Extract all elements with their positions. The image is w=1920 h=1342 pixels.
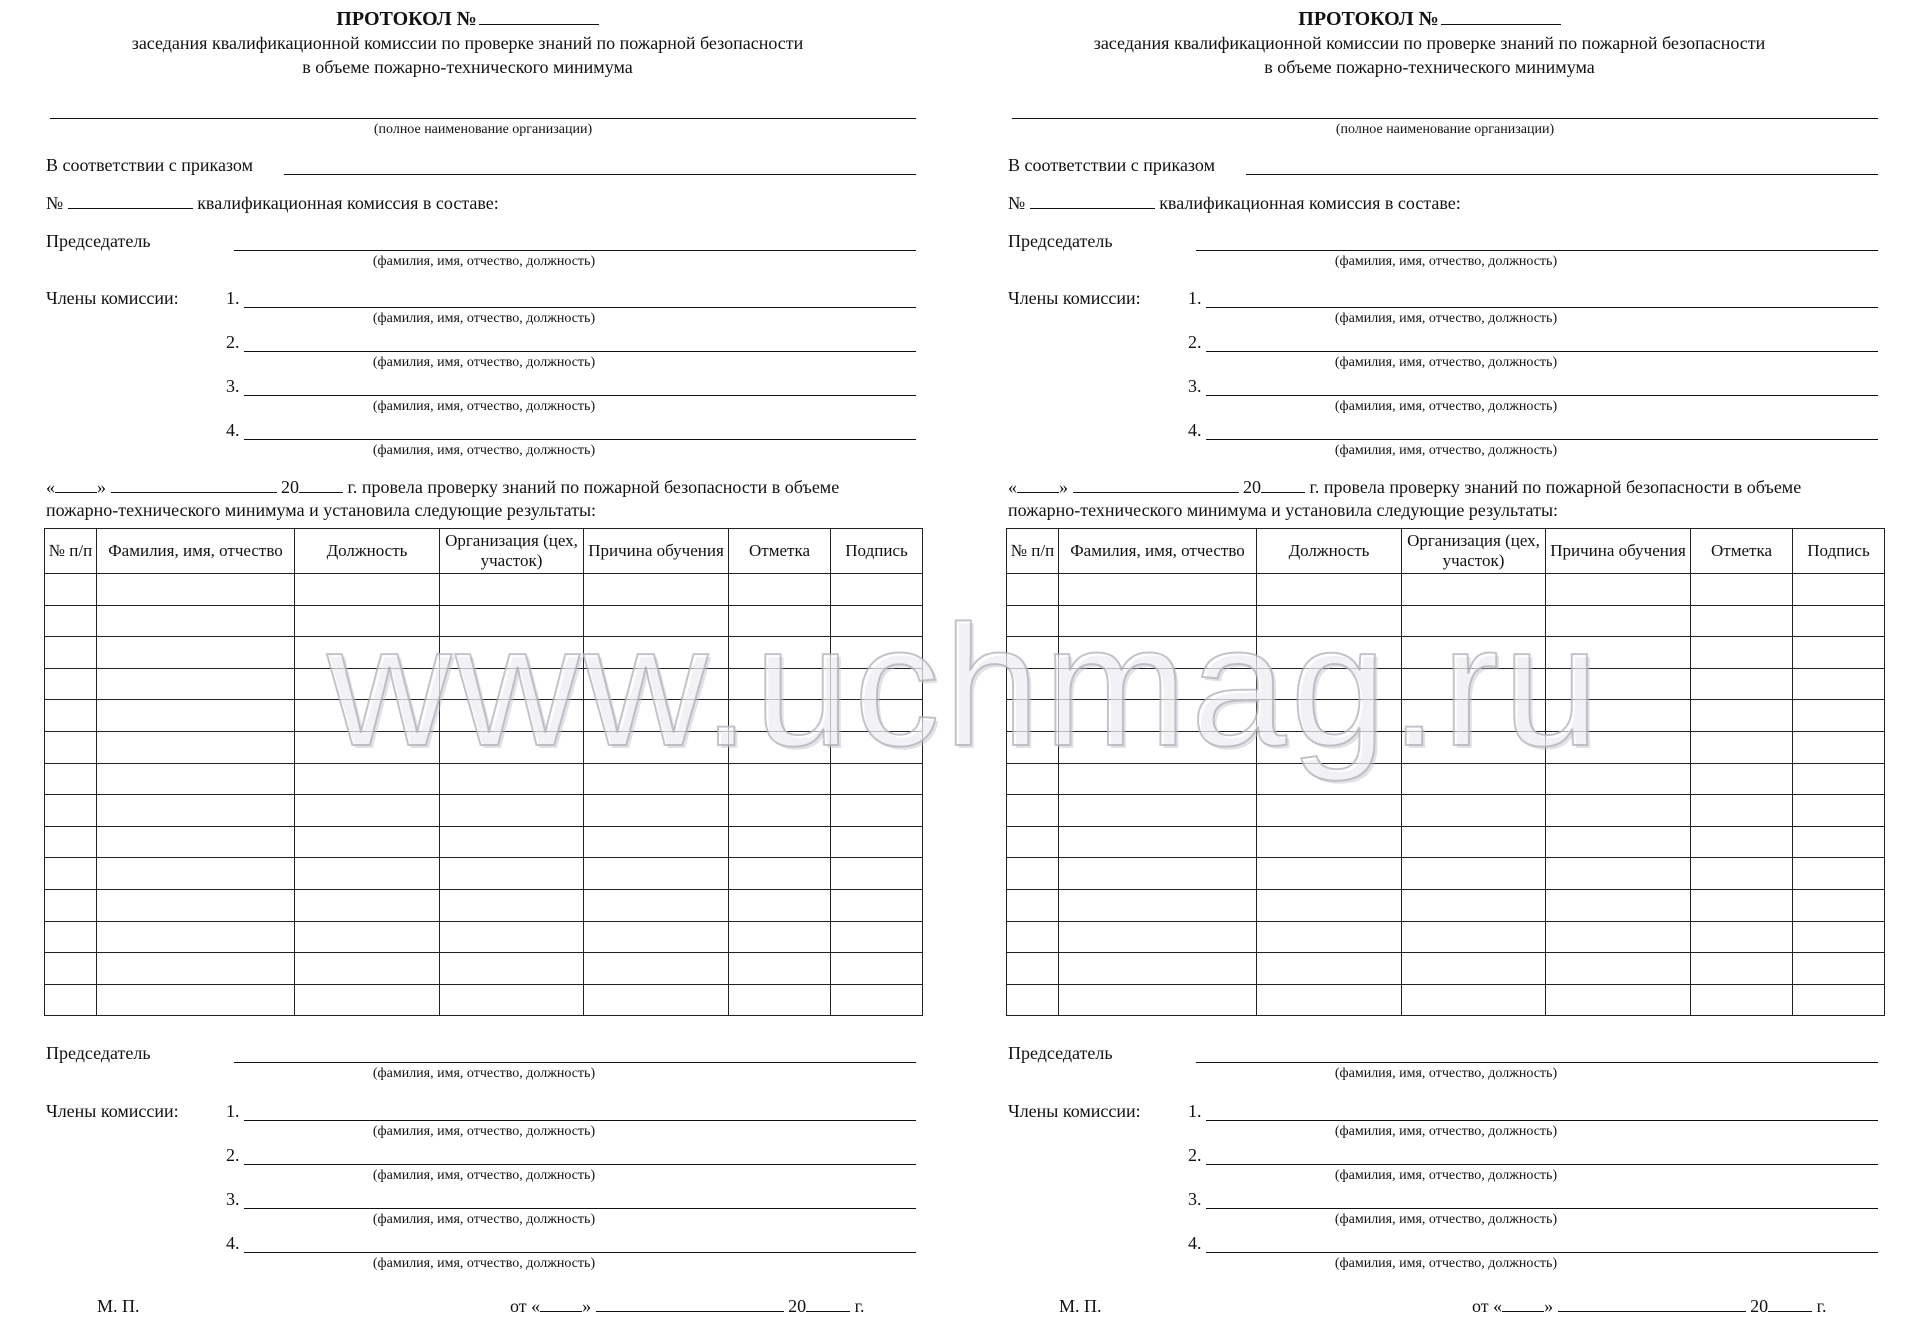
member-signature-hint: (фамилия, имя, отчество, должность)	[1334, 1124, 1558, 1139]
table-cell[interactable]	[1793, 826, 1885, 858]
table-cell[interactable]	[45, 763, 97, 795]
table-cell[interactable]	[45, 795, 97, 827]
table-cell[interactable]	[97, 858, 295, 890]
table-header-row	[1007, 529, 1885, 574]
member-signature-number: 2.	[1188, 1145, 1202, 1165]
table-cell[interactable]	[1793, 795, 1885, 827]
table-cell[interactable]	[1793, 858, 1885, 890]
table-cell[interactable]	[1793, 953, 1885, 985]
table-cell[interactable]	[295, 953, 440, 985]
organization-hint: (полное наименование организации)	[373, 122, 593, 137]
table-row	[45, 889, 923, 921]
table-cell[interactable]	[831, 795, 923, 827]
member-number: 1.	[1188, 288, 1202, 308]
table-row	[1007, 953, 1885, 985]
protocol-subtitle-2: в объеме пожарно-технического минимума	[1264, 57, 1595, 77]
table-header-cell: Подпись	[1793, 529, 1885, 574]
table-cell[interactable]	[1546, 984, 1691, 1016]
member-signature-number: 1.	[1188, 1101, 1202, 1121]
member-signature-field[interactable]	[1206, 1208, 1878, 1209]
table-cell[interactable]	[1546, 889, 1691, 921]
table-cell[interactable]	[729, 984, 831, 1016]
member-hint: (фамилия, имя, отчество, должность)	[372, 355, 596, 370]
member-hint: (фамилия, имя, отчество, должность)	[372, 311, 596, 326]
table-cell[interactable]	[1793, 574, 1885, 606]
table-header-cell: № п/п	[1007, 529, 1059, 574]
protocol-number-blank[interactable]	[479, 8, 599, 25]
table-cell[interactable]	[1793, 637, 1885, 669]
member-field[interactable]	[1206, 351, 1878, 352]
table-row	[1007, 795, 1885, 827]
member-field[interactable]	[244, 307, 916, 308]
year-field[interactable]	[1261, 477, 1305, 493]
table-cell[interactable]	[440, 826, 584, 858]
table-cell[interactable]	[45, 953, 97, 985]
member-signature-hint: (фамилия, имя, отчество, должность)	[372, 1212, 596, 1227]
table-cell[interactable]	[97, 731, 295, 763]
month-field[interactable]	[1073, 477, 1239, 493]
protocol-subtitle-2: в объеме пожарно-технического минимума	[302, 57, 633, 77]
table-cell[interactable]	[1691, 574, 1793, 606]
table-cell[interactable]	[831, 953, 923, 985]
table-cell[interactable]	[1691, 700, 1793, 732]
table-cell[interactable]	[1691, 605, 1793, 637]
table-cell[interactable]	[1402, 921, 1546, 953]
table-cell[interactable]	[1007, 826, 1059, 858]
table-cell[interactable]	[97, 984, 295, 1016]
table-cell[interactable]	[45, 700, 97, 732]
table-cell[interactable]	[295, 795, 440, 827]
table-cell[interactable]	[1402, 826, 1546, 858]
table-cell[interactable]	[45, 826, 97, 858]
table-cell[interactable]	[729, 858, 831, 890]
table-cell[interactable]	[1691, 889, 1793, 921]
table-cell[interactable]	[45, 889, 97, 921]
month-field[interactable]	[111, 477, 277, 493]
table-cell[interactable]	[831, 889, 923, 921]
table-cell[interactable]	[584, 826, 729, 858]
member-signature-number: 1.	[226, 1101, 240, 1121]
table-cell[interactable]	[1691, 921, 1793, 953]
table-cell[interactable]	[729, 889, 831, 921]
order-field[interactable]	[284, 174, 916, 175]
table-cell[interactable]	[295, 984, 440, 1016]
sign-year-field[interactable]	[806, 1296, 850, 1312]
table-cell[interactable]	[97, 795, 295, 827]
table-cell[interactable]	[1059, 953, 1257, 985]
member-signature-hint: (фамилия, имя, отчество, должность)	[372, 1168, 596, 1183]
table-cell[interactable]	[1059, 921, 1257, 953]
table-cell[interactable]	[295, 921, 440, 953]
sign-date-row: от « » 20 г.	[510, 1296, 865, 1316]
member-number: 4.	[226, 420, 240, 440]
member-signature-field[interactable]	[244, 1120, 916, 1121]
table-cell[interactable]	[45, 605, 97, 637]
table-row	[45, 795, 923, 827]
member-field[interactable]	[244, 439, 916, 440]
table-cell[interactable]	[1402, 795, 1546, 827]
members-signature-label: Члены комиссии:	[1008, 1101, 1141, 1121]
table-header-cell: Отметка	[1691, 529, 1793, 574]
member-signature-number: 3.	[1188, 1189, 1202, 1209]
member-hint: (фамилия, имя, отчество, должность)	[1334, 443, 1558, 458]
table-cell[interactable]	[295, 858, 440, 890]
table-cell[interactable]	[831, 984, 923, 1016]
order-label: В соответствии с приказом	[46, 155, 253, 175]
table-cell[interactable]	[97, 574, 295, 606]
table-header-cell: Должность	[1257, 529, 1402, 574]
protocol-subtitle-1: заседания квалификационной комиссии по проверке знаний по пожарной безопасности	[131, 33, 804, 53]
table-cell[interactable]	[1059, 858, 1257, 890]
check-text-2: пожарно-технического минимума и установила следующие результаты:	[1008, 500, 1559, 520]
table-cell[interactable]	[1257, 984, 1402, 1016]
table-cell[interactable]	[1691, 984, 1793, 1016]
table-cell[interactable]	[1257, 858, 1402, 890]
table-cell[interactable]	[831, 826, 923, 858]
table-cell[interactable]	[1007, 953, 1059, 985]
table-cell[interactable]	[729, 953, 831, 985]
day-field[interactable]	[1017, 477, 1059, 493]
organization-name-field[interactable]	[1012, 118, 1878, 119]
member-number: 2.	[1188, 332, 1202, 352]
table-cell[interactable]	[1691, 731, 1793, 763]
table-cell[interactable]	[1007, 889, 1059, 921]
member-signature-number: 3.	[226, 1189, 240, 1209]
table-cell[interactable]	[1546, 795, 1691, 827]
table-cell[interactable]	[45, 984, 97, 1016]
table-cell[interactable]	[584, 858, 729, 890]
table-cell[interactable]	[1546, 953, 1691, 985]
year-field[interactable]	[299, 477, 343, 493]
member-signature-field[interactable]	[1206, 1252, 1878, 1253]
stamp-label: М. П.	[97, 1296, 140, 1316]
table-cell[interactable]	[45, 668, 97, 700]
table-row	[45, 826, 923, 858]
table-cell[interactable]	[45, 858, 97, 890]
table-cell[interactable]	[1691, 763, 1793, 795]
sign-month-field[interactable]	[1558, 1296, 1746, 1312]
table-cell[interactable]	[1007, 984, 1059, 1016]
members-label: Члены комиссии:	[1008, 288, 1141, 308]
organization-hint: (полное наименование организации)	[1335, 122, 1555, 137]
table-cell[interactable]	[1402, 953, 1546, 985]
table-cell[interactable]	[97, 700, 295, 732]
member-hint: (фамилия, имя, отчество, должность)	[1334, 399, 1558, 414]
member-number: 1.	[226, 288, 240, 308]
member-signature-hint: (фамилия, имя, отчество, должность)	[1334, 1212, 1558, 1227]
table-cell[interactable]	[1691, 953, 1793, 985]
table-cell[interactable]	[97, 637, 295, 669]
table-header-cell: Организация (цех, участок)	[1402, 529, 1546, 574]
member-hint: (фамилия, имя, отчество, должность)	[1334, 355, 1558, 370]
table-cell[interactable]	[440, 921, 584, 953]
chairman-signature-label: Председатель	[1008, 1043, 1113, 1063]
table-header-cell: Причина обучения	[584, 529, 729, 574]
table-cell[interactable]	[1059, 984, 1257, 1016]
member-signature-field[interactable]	[244, 1208, 916, 1209]
sign-year-field[interactable]	[1768, 1296, 1812, 1312]
table-cell[interactable]	[831, 858, 923, 890]
table-cell[interactable]	[295, 889, 440, 921]
table-cell[interactable]	[440, 795, 584, 827]
sign-month-field[interactable]	[596, 1296, 784, 1312]
table-cell[interactable]	[1793, 763, 1885, 795]
member-signature-hint: (фамилия, имя, отчество, должность)	[1334, 1168, 1558, 1183]
protocol-number-blank[interactable]	[1441, 8, 1561, 25]
table-header-cell: № п/п	[45, 529, 97, 574]
table-cell[interactable]	[45, 731, 97, 763]
table-cell[interactable]	[1059, 826, 1257, 858]
table-cell[interactable]	[1691, 637, 1793, 669]
table-cell[interactable]	[97, 763, 295, 795]
table-cell[interactable]	[440, 953, 584, 985]
table-header-cell: Подпись	[831, 529, 923, 574]
chairman-signature-hint: (фамилия, имя, отчество, должность)	[372, 1066, 596, 1081]
watermark: www.uchmag.ru	[327, 590, 1603, 782]
member-signature-number: 4.	[226, 1233, 240, 1253]
member-number: 3.	[226, 376, 240, 396]
member-field[interactable]	[1206, 307, 1878, 308]
table-row	[1007, 984, 1885, 1016]
table-cell[interactable]	[1691, 826, 1793, 858]
table-header-cell: Отметка	[729, 529, 831, 574]
table-header-cell: Фамилия, имя, отчество	[97, 529, 295, 574]
check-text-2: пожарно-технического минимума и установила следующие результаты:	[46, 500, 597, 520]
table-cell[interactable]	[1059, 795, 1257, 827]
chairman-signature-field[interactable]	[234, 1062, 916, 1063]
member-signature-field[interactable]	[244, 1164, 916, 1165]
table-cell[interactable]	[1257, 826, 1402, 858]
chairman-label: Председатель	[1008, 231, 1113, 251]
table-row	[1007, 921, 1885, 953]
member-number: 2.	[226, 332, 240, 352]
check-date-row: « » 20 г. провела проверку знаний по пожарной безопасности в объеме	[1008, 477, 1802, 497]
table-row	[1007, 826, 1885, 858]
member-signature-number: 4.	[1188, 1233, 1202, 1253]
table-cell[interactable]	[97, 826, 295, 858]
chairman-field[interactable]	[234, 250, 916, 251]
members-signature-label: Члены комиссии:	[46, 1101, 179, 1121]
table-cell[interactable]	[45, 921, 97, 953]
table-cell[interactable]	[1691, 668, 1793, 700]
table-cell[interactable]	[97, 921, 295, 953]
member-signature-field[interactable]	[244, 1252, 916, 1253]
table-cell[interactable]	[97, 605, 295, 637]
sign-day-field[interactable]	[1502, 1296, 1544, 1312]
table-cell[interactable]	[1793, 921, 1885, 953]
table-cell[interactable]	[1793, 700, 1885, 732]
table-cell[interactable]	[1257, 921, 1402, 953]
table-cell[interactable]	[584, 984, 729, 1016]
order-number-row: № квалификационная комиссия в составе:	[1008, 193, 1461, 213]
order-number-field[interactable]	[68, 193, 193, 209]
table-row	[45, 921, 923, 953]
table-cell[interactable]	[831, 921, 923, 953]
table-cell[interactable]	[1257, 953, 1402, 985]
chairman-hint: (фамилия, имя, отчество, должность)	[372, 254, 596, 269]
protocol-title: ПРОТОКОЛ №	[1002, 8, 1857, 29]
protocol-title: ПРОТОКОЛ №	[40, 8, 895, 29]
member-signature-field[interactable]	[1206, 1164, 1878, 1165]
table-cell[interactable]	[1402, 858, 1546, 890]
member-field[interactable]	[244, 395, 916, 396]
table-cell[interactable]	[295, 826, 440, 858]
table-row	[45, 984, 923, 1016]
member-signature-hint: (фамилия, имя, отчество, должность)	[1334, 1256, 1558, 1271]
table-cell[interactable]	[1059, 889, 1257, 921]
table-cell[interactable]	[584, 953, 729, 985]
organization-name-field[interactable]	[50, 118, 916, 119]
member-field[interactable]	[1206, 395, 1878, 396]
order-number-field[interactable]	[1030, 193, 1155, 209]
chairman-signature-label: Председатель	[46, 1043, 151, 1063]
table-cell[interactable]	[1007, 795, 1059, 827]
member-number: 3.	[1188, 376, 1202, 396]
member-number: 4.	[1188, 420, 1202, 440]
table-cell[interactable]	[1793, 731, 1885, 763]
table-cell[interactable]	[1007, 858, 1059, 890]
table-row	[1007, 858, 1885, 890]
table-cell[interactable]	[440, 889, 584, 921]
table-cell[interactable]	[1007, 921, 1059, 953]
chairman-signature-field[interactable]	[1196, 1062, 1878, 1063]
day-field[interactable]	[55, 477, 97, 493]
table-cell[interactable]	[97, 953, 295, 985]
table-header-cell: Причина обучения	[1546, 529, 1691, 574]
table-row	[45, 953, 923, 985]
table-cell[interactable]	[584, 921, 729, 953]
table-cell[interactable]	[1546, 858, 1691, 890]
table-cell[interactable]	[729, 921, 831, 953]
order-label: В соответствии с приказом	[1008, 155, 1215, 175]
member-field[interactable]	[244, 351, 916, 352]
check-date-row: « » 20 г. провела проверку знаний по пожарной безопасности в объеме	[46, 477, 840, 497]
table-cell[interactable]	[584, 889, 729, 921]
order-field[interactable]	[1246, 174, 1878, 175]
table-cell[interactable]	[1793, 605, 1885, 637]
sign-date-row: от « » 20 г.	[1472, 1296, 1827, 1316]
member-signature-hint: (фамилия, имя, отчество, должность)	[372, 1124, 596, 1139]
chairman-field[interactable]	[1196, 250, 1878, 251]
table-header-row	[45, 529, 923, 574]
member-signature-field[interactable]	[1206, 1120, 1878, 1121]
chairman-signature-hint: (фамилия, имя, отчество, должность)	[1334, 1066, 1558, 1081]
table-header-cell: Фамилия, имя, отчество	[1059, 529, 1257, 574]
member-hint: (фамилия, имя, отчество, должность)	[372, 399, 596, 414]
chairman-label: Председатель	[46, 231, 151, 251]
member-signature-hint: (фамилия, имя, отчество, должность)	[372, 1256, 596, 1271]
table-row	[45, 858, 923, 890]
table-cell[interactable]	[440, 858, 584, 890]
member-field[interactable]	[1206, 439, 1878, 440]
table-cell[interactable]	[1793, 889, 1885, 921]
table-cell[interactable]	[45, 574, 97, 606]
table-cell[interactable]	[440, 984, 584, 1016]
table-cell[interactable]	[1691, 795, 1793, 827]
chairman-hint: (фамилия, имя, отчество, должность)	[1334, 254, 1558, 269]
member-hint: (фамилия, имя, отчество, должность)	[1334, 311, 1558, 326]
table-cell[interactable]	[97, 668, 295, 700]
table-cell[interactable]	[729, 795, 831, 827]
table-cell[interactable]	[1257, 795, 1402, 827]
member-hint: (фамилия, имя, отчество, должность)	[372, 443, 596, 458]
table-cell[interactable]	[1793, 984, 1885, 1016]
stamp-label: М. П.	[1059, 1296, 1102, 1316]
table-cell[interactable]	[1257, 889, 1402, 921]
table-cell[interactable]	[729, 826, 831, 858]
table-cell[interactable]	[1691, 858, 1793, 890]
table-row	[1007, 889, 1885, 921]
table-header-cell: Должность	[295, 529, 440, 574]
protocol-subtitle-1: заседания квалификационной комиссии по проверке знаний по пожарной безопасности	[1093, 33, 1766, 53]
table-cell[interactable]	[97, 889, 295, 921]
table-cell[interactable]	[1546, 826, 1691, 858]
sign-day-field[interactable]	[540, 1296, 582, 1312]
table-cell[interactable]	[45, 637, 97, 669]
table-cell[interactable]	[1402, 984, 1546, 1016]
member-signature-number: 2.	[226, 1145, 240, 1165]
table-cell[interactable]	[1402, 889, 1546, 921]
members-label: Члены комиссии:	[46, 288, 179, 308]
table-cell[interactable]	[1793, 668, 1885, 700]
table-cell[interactable]	[1546, 921, 1691, 953]
table-header-cell: Организация (цех, участок)	[440, 529, 584, 574]
table-cell[interactable]	[584, 795, 729, 827]
order-number-row: № квалификационная комиссия в составе:	[46, 193, 499, 213]
